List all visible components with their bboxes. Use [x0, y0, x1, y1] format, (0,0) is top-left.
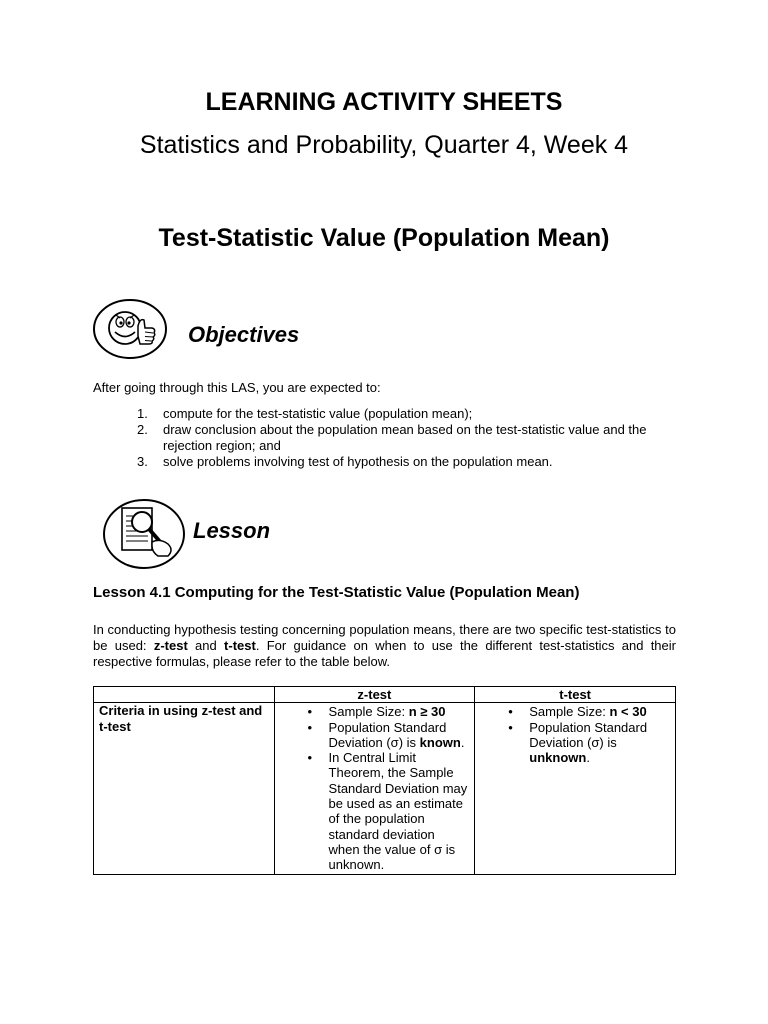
lesson-subheading: Lesson 4.1 Computing for the Test-Statistic Value (Population Mean) [93, 584, 580, 601]
bullet-bold: known [419, 734, 461, 750]
list-item-text: compute for the test-statistic value (population mean); [163, 406, 473, 421]
bullet-text: In Central Limit Theorem, the Sample Standard Deviation may be used as an estimate of the population standard deviation when the value of σ is unknown. [328, 750, 468, 873]
bullet-text: Population Standard Deviation (σ) is [328, 719, 447, 750]
list-item [137, 422, 697, 454]
paragraph-bold-ttest: t-test [224, 638, 256, 653]
list-item-number: 2. [137, 422, 148, 437]
list-item [280, 720, 470, 751]
table-row [94, 703, 676, 874]
lesson-topic-title: Test-Statistic Value (Population Mean) [158, 224, 610, 252]
criteria-label: Criteria in using z-test and t-test [94, 703, 275, 874]
bullet-text: . [460, 734, 465, 750]
paragraph-text: In conducting hypothesis testing concerning population means, there are two specific test-statistics to be used: [93, 622, 676, 653]
objectives-list [137, 406, 697, 470]
bullet-bold: unknown [529, 750, 587, 766]
table-header-ttest: t-test [475, 687, 676, 703]
list-item-text: draw conclusion about the population mean based on the test-statistic value and the rejection region; and [163, 422, 647, 453]
lesson-heading: Lesson [193, 518, 271, 543]
bullet-text: Sample Size: [328, 704, 409, 720]
list-item [280, 704, 470, 719]
page-subtitle: Statistics and Probability, Quarter 4, Week 4 [139, 131, 629, 159]
bullet-bold: n < 30 [609, 704, 647, 720]
paragraph-text: and [187, 638, 225, 653]
ttest-criteria-cell [475, 703, 676, 874]
ztest-criteria-cell [274, 703, 475, 874]
list-item [280, 750, 470, 872]
table-header-ztest: z-test [274, 687, 475, 703]
page-title: LEARNING ACTIVITY SHEETS [205, 88, 563, 116]
table-header-empty [94, 687, 275, 703]
paragraph-bold-ztest: z-test [153, 638, 188, 653]
bullet-bold: n ≥ 30 [408, 704, 446, 720]
list-item [480, 704, 670, 719]
lesson-paragraph [93, 622, 676, 670]
list-item [137, 454, 697, 470]
list-item-number: 3. [137, 454, 148, 469]
thumbs-up-smiley-icon [92, 298, 172, 365]
list-item-text: solve problems involving test of hypothesis on the population mean. [163, 454, 553, 469]
criteria-table [93, 686, 676, 875]
objectives-heading: Objectives [188, 322, 300, 347]
table-header-row [94, 687, 676, 703]
objectives-intro: After going through this LAS, you are expected to: [93, 380, 381, 395]
bullet-text: Population Standard Deviation (σ) is [529, 719, 648, 750]
bullet-text: Sample Size: [529, 704, 610, 720]
paragraph-text: . For guidance on when to use the different test-statistics and their respective formulas, please refer to the table below. [93, 638, 676, 669]
list-item [137, 406, 697, 422]
bullet-text: . [586, 750, 590, 766]
list-item-number: 1. [137, 406, 148, 421]
magnifying-glass-document-icon [102, 498, 188, 575]
list-item [480, 720, 670, 766]
